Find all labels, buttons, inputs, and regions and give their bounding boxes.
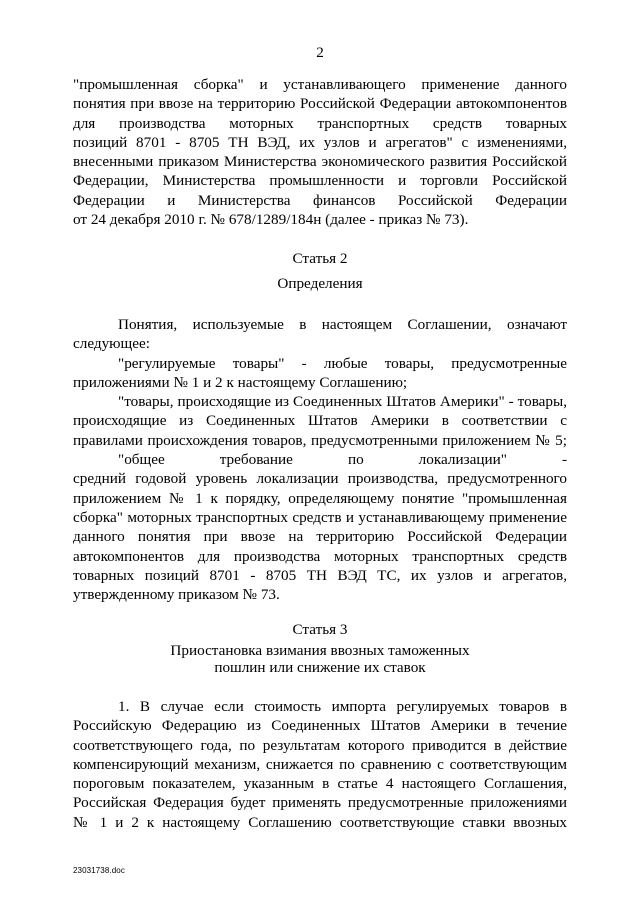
text-line: соответствующего года, по результатам которого приводится в действие xyxy=(73,736,567,754)
text-line: "промышленная сборка" и устанавливающего применение данного xyxy=(73,76,567,93)
text-line: утвержденному приказом № 73. xyxy=(73,586,280,604)
text-line: для производства моторных транспортных средств товарных xyxy=(73,114,567,132)
text-line: 1. В случае если стоимость импорта регулируемых товаров в xyxy=(118,698,567,715)
article3-title-line1: Приостановка взимания ввозных таможенных xyxy=(170,642,470,659)
text-line: Российская Федерация будет применять предусмотренные приложениями xyxy=(73,794,567,812)
text-line: приложением № 1 к порядку, определяющему понятие "промышленная xyxy=(73,489,567,507)
text-line: "товары, происходящие из Соединенных Штатов Америки" - товары, xyxy=(118,393,567,411)
article3-number: Статья 3 xyxy=(292,621,348,638)
text-line: внесенными приказом Министерства экономического развития Российской xyxy=(73,153,567,171)
text-line: позиций 8701 - 8705 ТН ВЭД, их узлов и агрегатов" с изменениями, xyxy=(73,133,567,151)
text-line: компенсирующий механизм, снижается по сравнению с соответствующим xyxy=(73,755,567,773)
text-line: № 1 и 2 к настоящему Соглашению соответствующие ставки ввозных xyxy=(73,813,567,831)
text-line: следующее: xyxy=(73,335,150,353)
text-line: автокомпонентов для производства моторных транспортных средств xyxy=(73,547,567,565)
article3-title-line2: пошлин или снижение их ставок xyxy=(214,659,426,676)
text-line: "регулируемые товары" - любые товары, предусмотренные xyxy=(118,354,567,372)
text-line: товарных позиций 8701 - 8705 ТН ВЭД ТС, их узлов и агрегатов, xyxy=(73,566,567,584)
text-line: от 24 декабря 2010 г. № 678/1289/184н (далее - приказ № 73). xyxy=(73,211,469,229)
text-line: пороговым показателем, указанным в статье 4 настоящего Соглашения, xyxy=(73,775,567,793)
intro-paragraph xyxy=(73,75,567,229)
text-line: правилами происхождения товаров, предусмотренными приложением № 5; xyxy=(73,431,567,449)
text-line: Федерации и Министерства финансов Российской Федерации xyxy=(73,191,567,209)
text-line: Понятия, используемые в настоящем Соглашении, означают xyxy=(118,316,567,333)
text-line: "общее требование по локализации" - xyxy=(118,451,567,469)
article2-title: Определения xyxy=(277,275,363,292)
page-number: 2 xyxy=(316,44,324,61)
text-line: данного понятия при ввозе на территорию Российской Федерации xyxy=(73,528,567,546)
text-line: сборка" моторных транспортных средств и устанавливающему применение xyxy=(73,508,567,526)
footer-filename: 23031738.doc xyxy=(73,866,125,875)
text-line: понятия при ввозе на территорию Российской Федерации автокомпонентов xyxy=(73,95,567,113)
article2-number: Статья 2 xyxy=(292,250,348,267)
text-line: Федерации, Министерства промышленности и торговли Российской xyxy=(73,172,567,190)
text-line: средний годовой уровень локализации производства, предусмотренного xyxy=(73,470,567,488)
article2-body xyxy=(73,315,567,604)
text-line: приложениями № 1 и 2 к настоящему Соглашению; xyxy=(73,373,408,391)
article3-body xyxy=(73,697,567,832)
text-line: Российскую Федерацию из Соединенных Штатов Америки в течение xyxy=(73,717,567,735)
text-line: происходящие из Соединенных Штатов Америки в соответствии с xyxy=(73,412,567,430)
